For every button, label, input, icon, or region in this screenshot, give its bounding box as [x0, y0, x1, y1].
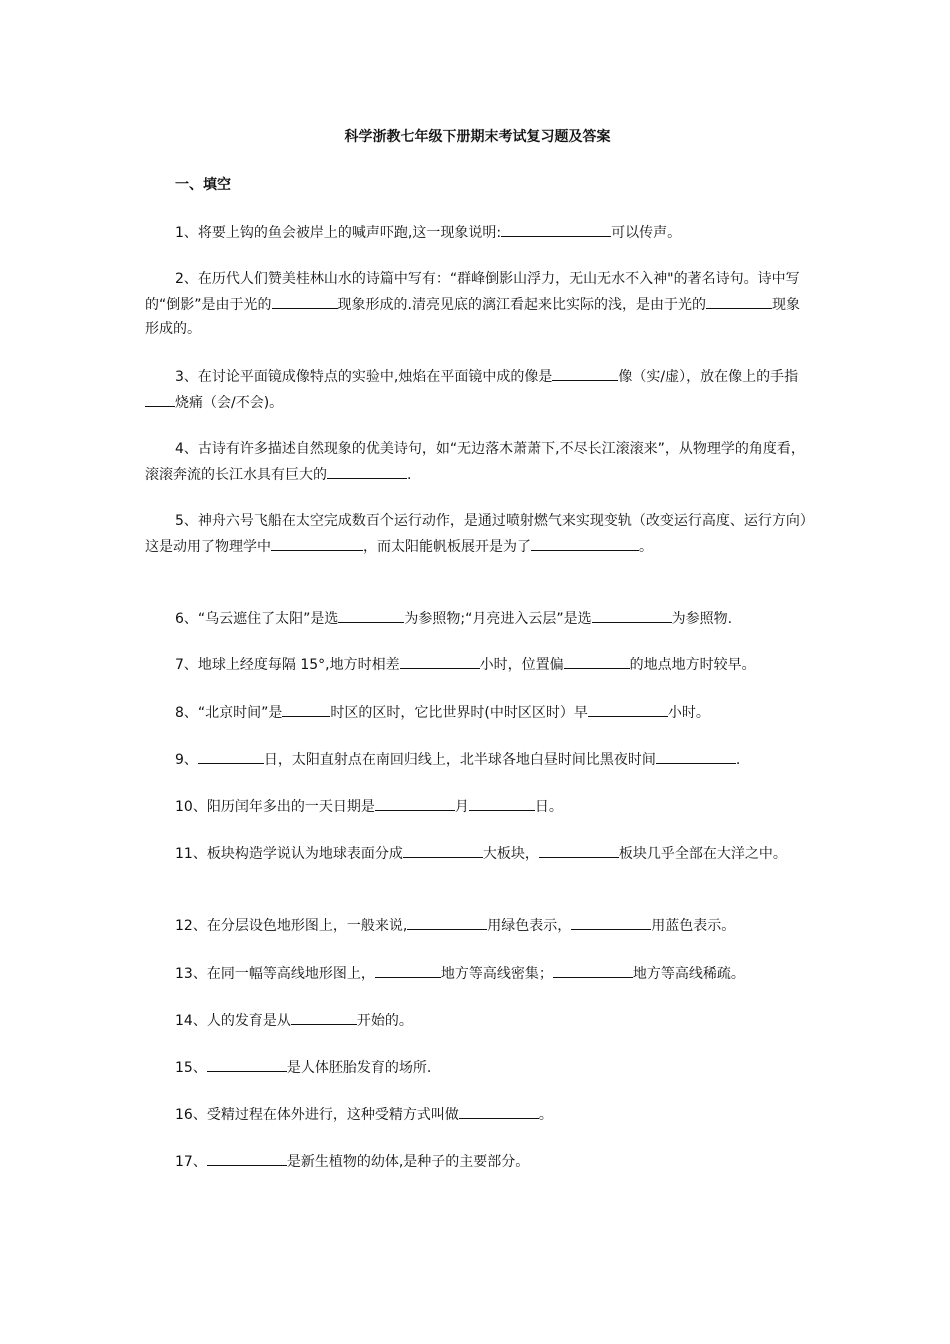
question-6 — [145, 606, 810, 632]
answer-blank[interactable] — [539, 841, 619, 858]
question-text: 8、“北京时间”是 — [175, 705, 283, 721]
question-16 — [145, 1102, 810, 1128]
answer-blank[interactable] — [588, 700, 668, 717]
question-text: 小时。 — [667, 705, 710, 721]
answer-blank[interactable] — [272, 292, 338, 309]
question-text: 地方等高线密集； — [440, 966, 553, 982]
question-text: 地方等高线稀疏。 — [632, 966, 745, 982]
question-text: 12、在分层设色地形图上，一般来说, — [175, 918, 408, 934]
answer-blank[interactable] — [282, 700, 330, 717]
answer-blank[interactable] — [501, 220, 611, 237]
question-text: ，而太阳能帆板展开是为了 — [363, 538, 531, 555]
question-text: 。 — [639, 538, 653, 555]
question-text: 板块几乎全部在大洋之中。 — [618, 846, 787, 862]
answer-blank[interactable] — [403, 841, 483, 858]
question-text: 的地点地方时较早。 — [629, 657, 756, 673]
question-text: 1、将要上钩的鱼会被岸上的喊声吓跑,这一现象说明: — [175, 225, 502, 241]
question-text: 6、“乌云遮住了太阳”是选 — [175, 611, 339, 627]
answer-blank[interactable] — [564, 652, 630, 669]
document-title: 科学浙教七年级下册期末考试复习题及答案 — [344, 129, 611, 145]
answer-blank[interactable] — [706, 292, 772, 309]
answer-blank[interactable] — [400, 652, 480, 669]
question-text: 现象形成的.清亮见底的漓江看起来比实际的浅，是由于光的 — [337, 296, 706, 313]
question-2 — [145, 267, 810, 342]
question-text: 4、古诗有许多描述自然现象的优美诗句，如“无边落木萧萧下,不尽长江滚滚来”，从物理学的角度看，滚滚奔流的长江水具有巨大的 — [145, 441, 805, 483]
answer-blank[interactable] — [207, 1149, 287, 1166]
answer-blank[interactable] — [338, 606, 404, 623]
question-text: . — [407, 466, 412, 483]
question-text: 11、板块构造学说认为地球表面分成 — [175, 846, 403, 862]
answer-blank[interactable] — [656, 747, 736, 764]
question-text: . — [735, 752, 741, 768]
question-text: 时区的区时，它比世界时(中时区区时）早 — [330, 705, 588, 721]
answer-blank[interactable] — [469, 794, 535, 811]
answer-blank[interactable] — [291, 1008, 357, 1025]
question-text: 用蓝色表示。 — [651, 918, 736, 934]
answer-blank[interactable] — [552, 364, 618, 381]
question-text: 10、阳历闰年多出的一天日期是 — [175, 799, 375, 815]
answer-blank[interactable] — [553, 961, 633, 978]
answer-blank[interactable] — [375, 794, 455, 811]
question-text: 是新生植物的幼体,是种子的主要部分。 — [286, 1154, 530, 1170]
question-4 — [145, 437, 810, 487]
answer-blank[interactable] — [571, 913, 651, 930]
question-text: 2、在历代人们赞美桂林山水的诗篇中写有：“群峰倒影山浮力，无山无水不入神"的著名诗句。诗中写的“倒影”是由于光的 — [145, 271, 800, 313]
answer-blank[interactable] — [592, 606, 672, 623]
question-text: 是人体胚胎发育的场所. — [286, 1060, 432, 1076]
answer-blank[interactable] — [271, 534, 363, 551]
question-text: 3、在讨论平面镜成像特点的实验中,烛焰在平面镜中成的像是 — [175, 369, 553, 385]
question-text: 15、 — [175, 1060, 207, 1076]
answer-blank[interactable] — [198, 747, 264, 764]
question-10 — [145, 794, 810, 820]
question-15 — [145, 1055, 810, 1081]
question-text: 16、受精过程在体外进行，这种受精方式叫做 — [175, 1107, 459, 1123]
question-14 — [145, 1008, 810, 1034]
question-text: 可以传声。 — [611, 225, 682, 241]
question-text: 开始的。 — [356, 1013, 413, 1029]
question-text: 像（实/虚），放在像上的手指 — [618, 369, 799, 385]
question-17 — [145, 1149, 810, 1175]
answer-blank[interactable] — [207, 1055, 287, 1072]
answer-blank[interactable] — [459, 1102, 539, 1119]
question-text: 。 — [538, 1107, 553, 1123]
question-text: 大板块， — [482, 846, 539, 862]
question-text: 月 — [454, 799, 469, 815]
question-text: 小时，位置偏 — [479, 657, 564, 673]
question-text: 用绿色表示， — [487, 918, 572, 934]
question-8 — [145, 700, 810, 726]
question-11 — [145, 841, 810, 867]
question-12 — [145, 913, 810, 939]
question-text: 现象形成的。 — [145, 296, 800, 337]
question-text: 14、人的发育是从 — [175, 1013, 291, 1029]
question-5 — [145, 509, 810, 559]
question-3 — [145, 364, 810, 415]
question-text: 为参照物. — [671, 611, 733, 627]
answer-blank[interactable] — [375, 961, 441, 978]
question-text: 烧痛（会/不会)。 — [175, 394, 284, 411]
answer-blank[interactable] — [145, 390, 175, 407]
section-heading: 一、填空 — [175, 177, 231, 193]
question-text: 日。 — [534, 799, 563, 815]
question-1 — [145, 220, 810, 246]
answer-blank[interactable] — [407, 913, 487, 930]
question-text: 7、地球上经度每隔 15°,地方时相差 — [175, 657, 400, 673]
question-text: 5、神舟六号飞船在太空完成数百个运行动作，是通过喷射燃气来实现变轨（改变运行高度、运行方向）这是动用了物理学中 — [145, 513, 807, 555]
question-7 — [145, 652, 810, 678]
question-text: 日，太阳直射点在南回归线上，北半球各地白昼时间比黑夜时间 — [263, 752, 656, 768]
question-text: 13、在同一幅等高线地形图上， — [175, 966, 375, 982]
question-text: 为参照物;“月亮进入云层”是选 — [404, 611, 592, 627]
answer-blank[interactable] — [327, 462, 407, 479]
question-text: 17、 — [175, 1154, 207, 1170]
question-13 — [145, 961, 810, 987]
question-text: 9、 — [175, 752, 198, 768]
answer-blank[interactable] — [531, 534, 639, 551]
question-9 — [145, 747, 810, 773]
